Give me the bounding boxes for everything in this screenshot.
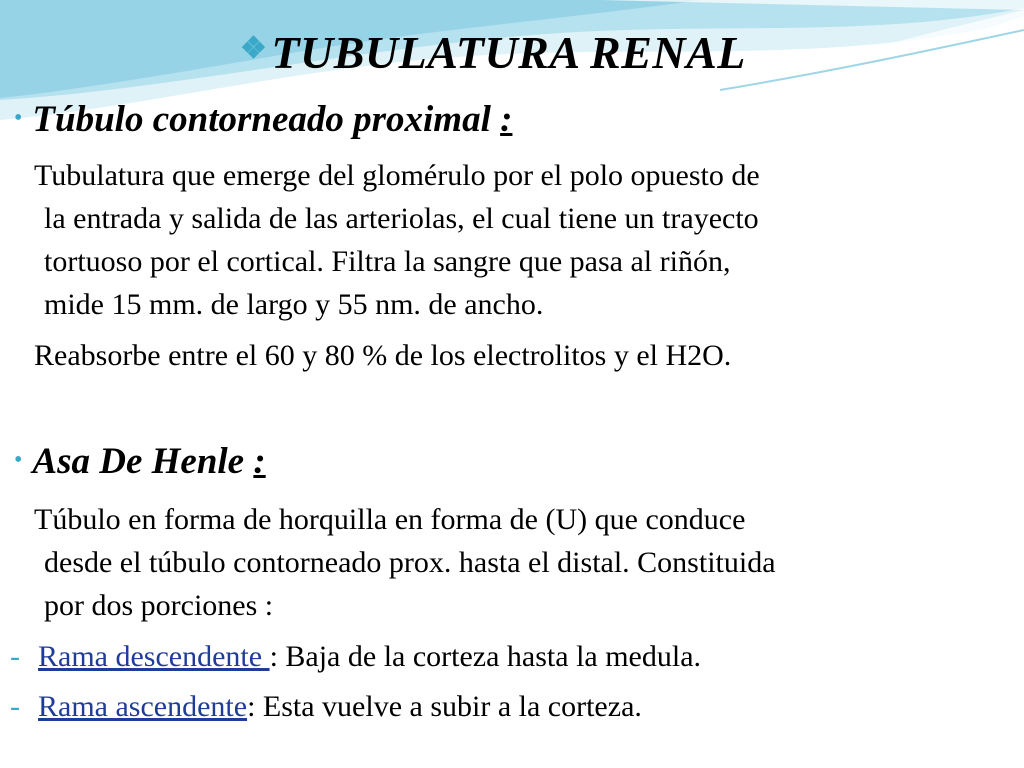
reabsorption-note	[34, 334, 1004, 377]
dash-bullet: -	[10, 690, 20, 723]
paragraph-line: desde el túbulo contorneado prox. hasta el distal. Constituida	[44, 546, 776, 579]
paragraph-line: Reabsorbe entre el 60 y 80 % de los electrolitos y el H2O.	[34, 339, 732, 372]
list-item-ascending	[10, 690, 642, 724]
heading-colon: :	[500, 99, 513, 140]
paragraph-line: tortuoso por el cortical. Filtra la sangre que pasa al riñón,	[44, 245, 731, 278]
term-descending: Rama descendente	[38, 640, 270, 673]
heading-text: Asa De Henle	[32, 441, 254, 482]
bullet-icon: •	[14, 105, 23, 131]
paragraph-line: Túbulo en forma de horquilla en forma de (U) que conduce	[34, 503, 746, 536]
paragraph-line: la entrada y salida de las arteriolas, el cual tiene un trayecto	[44, 202, 759, 235]
bullet-icon: •	[14, 447, 23, 473]
list-item-descending	[10, 640, 701, 674]
section-heading-henle	[14, 440, 266, 483]
dash-bullet: -	[10, 640, 20, 673]
section-heading-proximal	[14, 98, 512, 141]
term-ascending: Rama ascendente	[38, 690, 248, 723]
diamond-star-icon: ❖	[240, 32, 268, 65]
proximal-description	[34, 154, 1004, 326]
paragraph-line: mide 15 mm. de largo y 55 nm. de ancho.	[44, 288, 544, 321]
heading-text: Túbulo contorneado proximal	[32, 99, 501, 140]
item-text: : Esta vuelve a subir a la corteza.	[247, 690, 642, 723]
paragraph-line: Tubulatura que emerge del glomérulo por el polo opuesto de	[34, 159, 760, 192]
heading-colon: :	[253, 441, 266, 482]
slide-title-text: TUBULATURA RENAL	[271, 27, 746, 78]
slide-title	[240, 26, 746, 79]
item-text: : Baja de la corteza hasta la medula.	[269, 640, 702, 673]
paragraph-line: por dos porciones :	[44, 589, 274, 622]
henle-description	[34, 498, 1004, 627]
